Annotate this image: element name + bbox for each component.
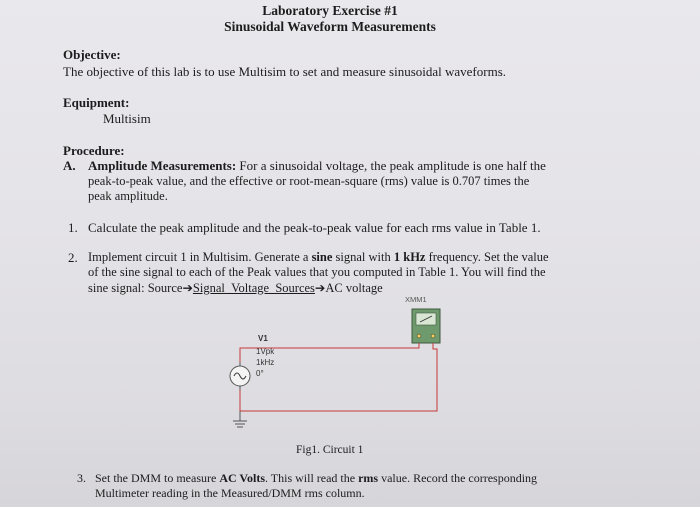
figure-caption: Fig1. Circuit 1 xyxy=(296,444,364,456)
section-a-line3: peak amplitude. xyxy=(88,189,168,203)
source-name: V1 xyxy=(258,334,268,343)
section-a-line2: peak-to-peak value, and the effective or root-mean-square (rms) value is 0.707 times the xyxy=(88,174,530,188)
section-a-title: Amplitude Measurements: xyxy=(88,158,237,173)
equipment-heading: Equipment: xyxy=(63,95,130,110)
step3-number: 3. xyxy=(77,471,86,485)
arrow-right-icon: ➔ xyxy=(182,280,193,295)
step2-line1: Implement circuit 1 in Multisim. Generate a sine signal with 1 kHz frequency. Set the value xyxy=(88,250,549,264)
objective-heading: Objective: xyxy=(63,47,121,62)
source-amplitude: 1Vpk xyxy=(256,347,275,356)
step2-line3: sine signal: Source➔Signal_Voltage_Sources➔AC voltage xyxy=(88,280,383,295)
document-subtitle: Sinusoidal Waveform Measurements xyxy=(224,19,436,34)
circuit-diagram xyxy=(225,292,455,442)
document-title: Laboratory Exercise #1 xyxy=(262,3,398,18)
step3-line2: Multimeter reading in the Measured/DMM rms column. xyxy=(95,486,365,500)
section-a-line1: Amplitude Measurements: For a sinusoidal voltage, the peak amplitude is one half the xyxy=(88,158,546,173)
step2-number: 2. xyxy=(68,250,78,265)
step3-line1: Set the DMM to measure AC Volts. This will read the rms value. Record the corresponding xyxy=(95,471,538,485)
source-phase: 0° xyxy=(256,369,264,378)
step2-line2: of the sine signal to each of the Peak values that you computed in Table 1. You will find the xyxy=(88,265,546,279)
section-a-label: A. xyxy=(63,158,76,173)
equipment-item: Multisim xyxy=(103,111,151,126)
multimeter-icon xyxy=(412,309,440,343)
step1-number: 1. xyxy=(68,220,78,235)
source-frequency: 1kHz xyxy=(256,358,275,367)
signal-voltage-sources-link[interactable]: Signal_Voltage_Sources xyxy=(192,281,315,295)
ground-icon xyxy=(233,411,247,427)
procedure-heading: Procedure: xyxy=(63,143,125,158)
ac-source-icon xyxy=(230,362,250,390)
meter-label: XMM1 xyxy=(405,295,427,304)
step1-text: Calculate the peak amplitude and the peak-to-peak value for each rms value in Table 1. xyxy=(88,220,541,235)
arrow-right-icon: ➔ xyxy=(314,280,326,295)
objective-text: The objective of this lab is to use Multisim to set and measure sinusoidal waveforms. xyxy=(63,64,507,79)
